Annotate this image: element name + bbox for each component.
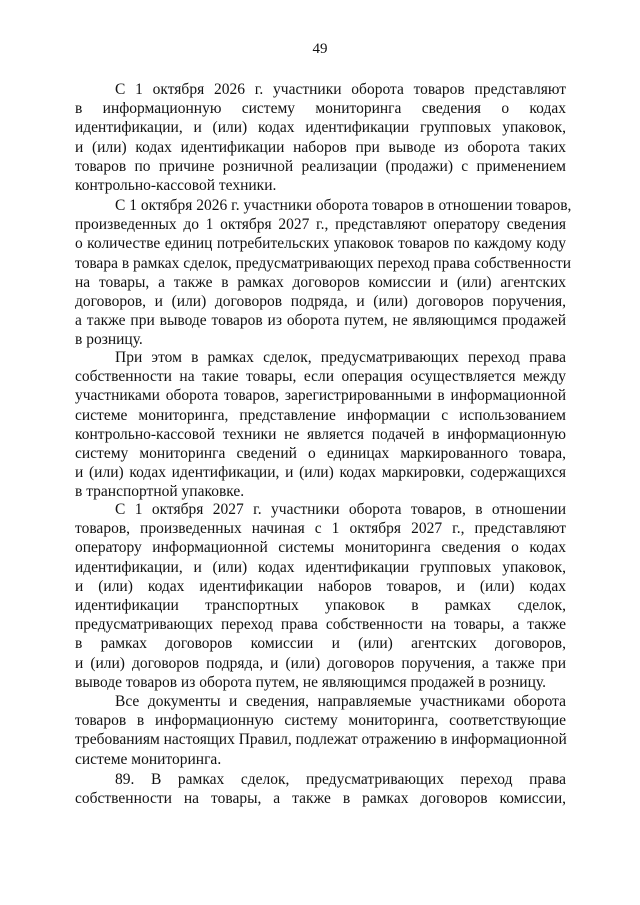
text-line: Все документы и сведения, направляемые участниками оборота: [115, 693, 566, 710]
text-line: на товары, а также в рамках договоров комиссии и (или) агентских: [75, 273, 566, 291]
text-line: С 1 октября 2026 г. участники оборота товаров представляют: [115, 81, 566, 98]
text-line: и (или) кодах идентификации наборов товаров, и (или) кодах: [75, 577, 566, 595]
text-line: идентификации транспортных упаковок в рамках сделок,: [75, 597, 566, 615]
text-line: системе мониторинга, представление информации с использованием: [75, 406, 566, 424]
text-line: систему мониторинга сведений о единицах маркированного товара,: [75, 445, 566, 463]
text-line: товара в рамках сделок, предусматривающих переход права собственности: [75, 254, 572, 272]
text-line: товаров, произведенных начиная с 1 октября 2027 г., представляют: [75, 520, 566, 538]
text-line: оператору информационной системы мониторинга сведения о кодах: [75, 539, 566, 557]
paragraph: [75, 500, 566, 692]
text-line: в информационную систему мониторинга сведения о кодах: [75, 100, 566, 118]
text-line: произведенных до 1 октября 2027 г., представляют оператору сведения: [75, 216, 566, 234]
text-line: требованиям настоящих Правил, подлежат отражению в информационной: [75, 731, 567, 749]
paragraph: [75, 196, 572, 350]
text-line: выводе товаров из оборота путем, не являющимся продажей в розницу.: [75, 673, 546, 691]
text-line: контрольно-кассовой техники не является подачей в информационную: [75, 425, 566, 443]
page-number: 49: [312, 41, 328, 57]
text-line: С 1 октября 2026 г. участники оборота товаров в отношении товаров,: [115, 197, 572, 214]
text-line: контрольно-кассовой техники.: [75, 177, 277, 195]
text-line: 89. В рамках сделок, предусматривающих переход права: [115, 771, 566, 788]
text-line: и (или) кодах идентификации наборов при выводе из оборота таких: [75, 138, 566, 156]
text-line: о количестве единиц потребительских упаковок товаров по каждому коду: [75, 235, 566, 253]
text-line: системе мониторинга.: [75, 750, 222, 768]
paragraph: [75, 692, 566, 769]
paragraph: [75, 80, 566, 195]
text-line: участниками оборота товаров, зарегистрированными в информационной: [75, 387, 566, 405]
text-line: в рамках договоров комиссии и (или) агентских договоров,: [75, 635, 566, 653]
text-line: При этом в рамках сделок, предусматривающих переход права: [115, 349, 566, 366]
text-line: и (или) договоров подряда, и (или) договоров поручения, а также при: [75, 654, 566, 672]
text-line: в розницу.: [75, 331, 143, 349]
text-line: а также при выводе товаров из оборота путем, не являющимся продажей: [75, 312, 566, 330]
text-line: идентификации, и (или) кодах идентификации групповых упаковок,: [75, 558, 566, 576]
text-line: предусматривающих переход права собственности на товары, а также: [75, 616, 566, 634]
text-line: собственности на товары, а также в рамках договоров комиссии,: [75, 790, 566, 808]
paragraph: [75, 770, 566, 808]
text-line: С 1 октября 2027 г. участники оборота товаров, в отношении: [115, 501, 566, 518]
text-line: договоров, и (или) договоров подряда, и (или) договоров поручения,: [75, 293, 566, 311]
paragraph: [75, 348, 566, 502]
text-line: в транспортной упаковке.: [75, 483, 245, 501]
text-line: товаров по причине розничной реализации (продажи) с применением: [75, 157, 566, 175]
text-line: собственности на такие товары, если операция осуществляется между: [75, 368, 566, 386]
text-line: и (или) кодах идентификации, и (или) кодах маркировки, содержащихся: [75, 464, 566, 482]
text-line: идентификации, и (или) кодах идентификации групповых упаковок,: [75, 119, 566, 137]
text-line: товаров в информационную систему мониторинга, соответствующие: [75, 712, 566, 730]
